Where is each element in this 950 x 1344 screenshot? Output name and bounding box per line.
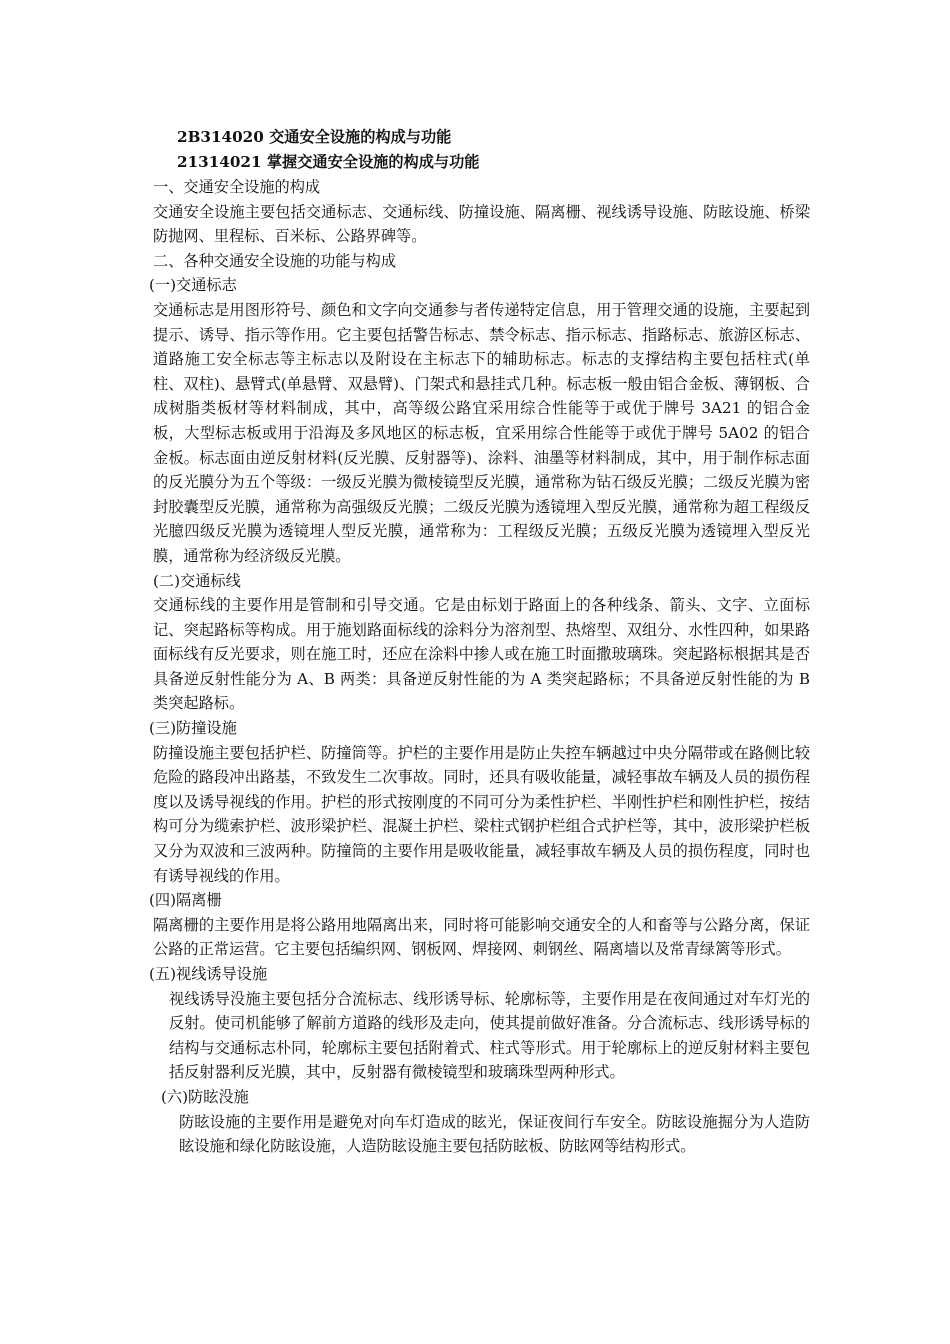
part-heading-functions: 二、各种交通安全设施的功能与构成 bbox=[153, 251, 396, 270]
subheading-anti-glare: (六)防眩没施 bbox=[161, 1087, 249, 1106]
paragraph-composition: 交通安全设施主要包括交通标志、交通标线、防撞设施、隔离栅、视线诱导设施、防眩设施、桥梁防抛网、里程标、百米标、公路界碑等。 bbox=[153, 202, 810, 246]
paragraph-visual-guidance: 视线诱导没施主要包括分合流标志、线形诱导标、轮廓标等，主要作用是在夜间通过对车灯光的反射。使司机能够了解前方道路的线形及走向，使其提前做好准备。分合流标志、线形诱导标的结构与交通标志朴同，轮廓标主要包括附着式、柱式等形式。用于轮廓标上的逆反射材料主要包括反射器利反光膜，其中，反射器有微棱镜型和玻璃珠型两种形式。 bbox=[169, 989, 810, 1082]
subheading-crash-barriers: (三)防撞设施 bbox=[149, 719, 237, 738]
paragraph-crash-barriers: 防撞设施主要包括护栏、防撞筒等。护栏的主要作用是防止失控车辆越过中央分隔带或在路侧比较危险的路段冲出路基，不致发生二次事故。同时，还具有吸收能量，减轻事故车辆及人员的损伤程度以及诱导视线的作用。护栏的形式按刚度的不同可分为柔性护栏、半刚性护栏和刚性护栏，按结构可分为缆索护栏、波形梁护栏、混凝土护栏、梁柱式钢护栏组合式护栏等，其中，波形梁护栏板又分为双波和三波两种。防撞筒的主要作用是吸收能量，减轻事故车辆及人员的损伤程度，同时也有诱导视线的作用。 bbox=[153, 743, 810, 885]
subheading-visual-guidance: (五)视线诱导设施 bbox=[149, 965, 268, 983]
paragraph-anti-glare: 防眩设施的主要作用是避免对向车灯造成的眩光，保证夜间行车安全。防眩设施掘分为人造防眩设施和绿化防眩设施，人造防眩设施主要包括防眩板、防眩网等结构形式。 bbox=[179, 1112, 810, 1156]
subheading-traffic-markings: (二)交通标线 bbox=[153, 571, 241, 590]
paragraph-traffic-signs: 交通标志是用图形符号、颜色和文字向交通参与者传递特定信息，用于管理交通的设施，主要起到提示、诱导、指示等作用。它主要包括警告标志、禁令标志、指示标志、指路标志、旅游区标志、道路施工安全标志等主标志以及附设在主标志下的辅助标志。标志的支撑结构主要包括柱式(单柱、双柱)、悬臂式(单悬臂、双悬臂)、门架式和悬挂式几种。标志板一般由铝合金板、薄钢板、合成树脂类板材等材料制成，其中，高等级公路宜采用综合性能等于或优于牌号 3A21 的铝合金板，大型标志板或用于沿海及多风地区的标志板，宜采用综合性能等于或优于牌号 5A02 的铝合金板。标志面由逆反射材料(反光膜、反射器等)、涂料、油墨等材料制成，其中，用于制作标志面的反光膜分为五个等级：一级反光膜为微棱镜型反光膜，通常称为钻石级反光膜；二级反光膜为密封胶囊型反光膜，通常称为高强级反光膜；二级反光膜为透镜埋入型反光膜，通常称为超工程级反光臆四级反光膜为透镜埋人型反光膜，通常称为：工程级反光膜；五级反光膜为透镜埋入型反光膜，通常称为经济级反光膜。 bbox=[153, 300, 810, 565]
subsection-code-heading: 21314021 掌握交通安全设施的构成与功能 bbox=[177, 153, 480, 171]
subheading-traffic-signs: (一)交通标志 bbox=[149, 276, 237, 295]
subheading-fences: (四)隔离栅 bbox=[149, 891, 222, 910]
paragraph-fences: 隔离栅的主要作用是将公路用地隔离出来，同时将可能影响交通安全的人和畜等与公路分离，保证公路的正常运营。它主要包括编织网、钢板网、焊接网、刺钢丝、隔离墙以及常青绿篱等形式。 bbox=[153, 915, 810, 959]
section-code-heading: 2B314020 交通安全设施的构成与功能 bbox=[177, 128, 452, 146]
paragraph-traffic-markings: 交通标线的主要作用是管制和引导交通。它是由标划于路面上的各种线条、箭头、文字、立面标记、突起路标等构成。用于施划路面标线的涂料分为溶剂型、热熔型、双组分、水性四种，如果路面标线有反光要求，则在施工时，还应在涂料中掺人或在施工时面撒玻璃珠。突起路标根据其是否具备逆反射性能分为 A、B 两类：具备逆反射性能的为 A 类突起路标；不具备逆反射性能的为 B 类突起路标。 bbox=[153, 596, 810, 713]
part-heading-composition: 一、交通安全设施的构成 bbox=[153, 178, 321, 196]
document-body bbox=[143, 125, 810, 1159]
